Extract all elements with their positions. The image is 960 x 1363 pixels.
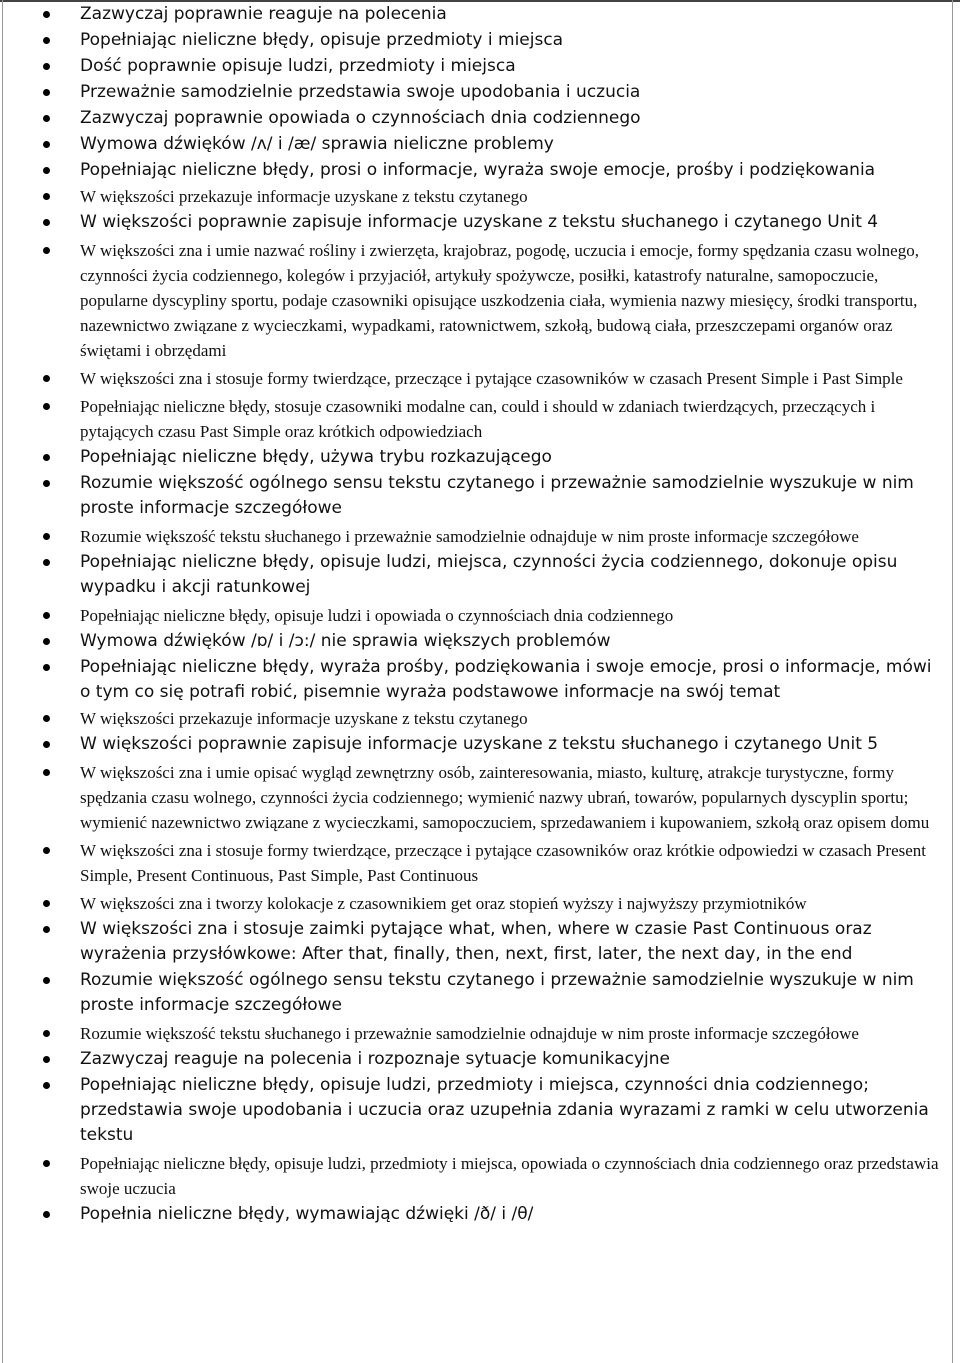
item-text: W większości poprawnie zapisuje informacje uzyskane z tekstu słuchanego i czytanego Unit 5 — [80, 734, 879, 754]
bullet-icon — [43, 219, 50, 226]
list-item — [0, 28, 952, 53]
bullet-icon — [43, 480, 50, 487]
item-text: W większości zna i umie opisać wygląd zewnętrzny osób, zainteresowania, miasto, kulturę, atrakcje turystyczne, formy spędzania czasu wolnego, czynności życia codziennego; wymienić nazwy ubrań, towarów, popularnych dyscyplin sportu; wymienić nazewnictwo związane z wycieczkami, samopoczuciem, sprzedawaniem i kupowaniem, szkołą oraz opisem domu — [80, 763, 930, 832]
list-item — [0, 366, 952, 391]
list-item — [0, 838, 952, 888]
bullet-icon — [43, 403, 50, 410]
item-text: Zazwyczaj reaguje na polecenia i rozpoznaje sytuacje komunikacyjne — [80, 1049, 670, 1069]
item-text: Rozumie większość tekstu słuchanego i przeważnie samodzielnie odnajduje w nim proste informacje szczegółowe — [80, 1024, 859, 1043]
list-item — [0, 54, 952, 79]
list-item — [0, 760, 952, 835]
item-text: Przeważnie samodzielnie przedstawia swoje upodobania i uczucia — [80, 82, 641, 102]
item-text: Popełniając nieliczne błędy, opisuje ludzi, przedmioty i miejsca, opowiada o czynnościach dnia codziennego oraz przedstawia swoje uczucia — [80, 1154, 939, 1198]
item-text: W większości zna i umie nazwać rośliny i zwierzęta, krajobraz, pogodę, uczucia i emocje, formy spędzania czasu wolnego, czynności życia codziennego, kolegów i przyjaciół, artykuły spożywcze, posiłki, katastrofy naturalne, samopoczucie, popularne dyscypliny sportu, podaje czasowniki opisujące uszkodzenia ciała, wymienia nazwy miesięcy, środki transportu, nazewnictwo związane z wycieczkami, wypadkami, ratownictwem, szkołą, budową ciała, przeszczepami organów oraz świętami i obrzędami — [80, 241, 919, 360]
bullet-icon — [43, 1211, 50, 1218]
item-text: W większości poprawnie zapisuje informacje uzyskane z tekstu słuchanego i czytanego Unit 4 — [80, 212, 879, 232]
list-item — [0, 550, 952, 600]
list-item — [0, 1047, 952, 1072]
list-item — [0, 2, 952, 27]
item-text: Popełniając nieliczne błędy, opisuje ludzi i opowiada o czynnościach dnia codziennego — [80, 606, 674, 625]
bullet-icon — [43, 247, 50, 254]
criteria-list — [0, 2, 952, 1227]
item-text: Popełniając nieliczne błędy, opisuje ludzi, przedmioty i miejsca, czynności dnia codziennego; przedstawia swoje upodobania i uczucia oraz uzupełnia zdania wyrazami z ramki w celu utworzenia tekstu — [80, 1075, 929, 1145]
bullet-icon — [43, 1056, 50, 1063]
bullet-icon — [43, 454, 50, 461]
item-text: Rozumie większość ogólnego sensu tekstu czytanego i przeważnie samodzielnie wyszukuje w nim proste informacje szczegółowe — [80, 970, 914, 1015]
list-item — [0, 706, 952, 731]
bullet-icon — [43, 167, 50, 174]
item-text: Popełnia nieliczne błędy, wymawiając dźwięki /ð/ i /θ/ — [80, 1204, 534, 1224]
bullet-icon — [43, 1160, 50, 1167]
bullet-icon — [43, 638, 50, 645]
bullet-icon — [43, 89, 50, 96]
list-item — [0, 655, 952, 705]
bullet-icon — [43, 715, 50, 722]
list-item — [0, 1021, 952, 1046]
list-item — [0, 891, 952, 916]
bullet-icon — [43, 741, 50, 748]
bullet-icon — [43, 37, 50, 44]
bullet-icon — [43, 63, 50, 70]
bullet-icon — [43, 1030, 50, 1037]
item-text: W większości zna i tworzy kolokacje z czasownikiem get oraz stopień wyższy i najwyższy przymiotników — [80, 894, 807, 913]
item-text: W większości przekazuje informacje uzyskane z tekstu czytanego — [80, 709, 528, 728]
bullet-icon — [43, 664, 50, 671]
item-text: Rozumie większość tekstu słuchanego i przeważnie samodzielnie odnajduje w nim proste informacje szczegółowe — [80, 527, 859, 546]
list-item — [0, 80, 952, 105]
item-text: Wymowa dźwięków /ʌ/ i /æ/ sprawia nieliczne problemy — [80, 134, 554, 154]
item-text: Dość poprawnie opisuje ludzi, przedmioty i miejsca — [80, 56, 516, 76]
item-text: Zazwyczaj poprawnie reaguje na polecenia — [80, 4, 447, 24]
item-text: Popełniając nieliczne błędy, prosi o informacje, wyraża swoje emocje, prośby i podziękowania — [80, 160, 876, 180]
bullet-icon — [43, 900, 50, 907]
bullet-icon — [43, 1082, 50, 1089]
list-item — [0, 1151, 952, 1201]
list-item — [0, 968, 952, 1018]
item-text: Wymowa dźwięków /ɒ/ i /ɔ:/ nie sprawia większych problemów — [80, 631, 611, 651]
list-item — [0, 603, 952, 628]
list-item — [0, 732, 952, 757]
bullet-icon — [43, 847, 50, 854]
item-text: W większości zna i stosuje formy twierdzące, przeczące i pytające czasowników oraz krótkie odpowiedzi w czasach Present Simple, Present Continuous, Past Simple, Past Continuous — [80, 841, 927, 885]
list-item — [0, 1073, 952, 1148]
list-item — [0, 917, 952, 967]
list-item — [0, 629, 952, 654]
list-item — [0, 445, 952, 470]
list-item — [0, 132, 952, 157]
item-text: Zazwyczaj poprawnie opowiada o czynnościach dnia codziennego — [80, 108, 641, 128]
list-item — [0, 158, 952, 183]
bullet-icon — [43, 375, 50, 382]
bullet-icon — [43, 559, 50, 566]
item-text: Popełniając nieliczne błędy, wyraża prośby, podziękowania i swoje emocje, prosi o informacje, mówi o tym co się potrafi robić, pisemnie wyraża podstawowe informacje na swój temat — [80, 657, 932, 702]
bullet-icon — [43, 926, 50, 933]
list-item — [0, 394, 952, 444]
bullet-icon — [43, 193, 50, 200]
item-text: Popełniając nieliczne błędy, opisuje przedmioty i miejsca — [80, 30, 564, 50]
bullet-icon — [43, 977, 50, 984]
bullet-icon — [43, 533, 50, 540]
bullet-icon — [43, 141, 50, 148]
item-text: Popełniając nieliczne błędy, stosuje czasowniki modalne can, could i should w zdaniach twierdzących, przeczących i pytających czasu Past Simple oraz krótkich odpowiedziach — [80, 397, 876, 441]
list-item — [0, 106, 952, 131]
page-right-border — [952, 0, 953, 1363]
bullet-icon — [43, 115, 50, 122]
bullet-icon — [43, 612, 50, 619]
item-text: Rozumie większość ogólnego sensu tekstu czytanego i przeważnie samodzielnie wyszukuje w nim proste informacje szczegółowe — [80, 473, 914, 518]
bullet-icon — [43, 769, 50, 776]
list-item — [0, 210, 952, 235]
list-item — [0, 184, 952, 209]
list-item — [0, 471, 952, 521]
item-text: W większości zna i stosuje zaimki pytające what, when, where w czasie Past Continuous oraz wyrażenia przysłówkowe: After that, finally, then, next, first, later, the next day, in the end — [80, 919, 872, 964]
item-text: Popełniając nieliczne błędy, opisuje ludzi, miejsca, czynności życia codziennego, dokonuje opisu wypadku i akcji ratunkowej — [80, 552, 898, 597]
list-item — [0, 524, 952, 549]
list-item — [0, 1202, 952, 1227]
list-item — [0, 238, 952, 363]
item-text: W większości przekazuje informacje uzyskane z tekstu czytanego — [80, 187, 528, 206]
item-text: Popełniając nieliczne błędy, używa trybu rozkazującego — [80, 447, 552, 467]
item-text: W większości zna i stosuje formy twierdzące, przeczące i pytające czasowników w czasach Present Simple i Past Simple — [80, 369, 903, 388]
bullet-icon — [43, 11, 50, 18]
